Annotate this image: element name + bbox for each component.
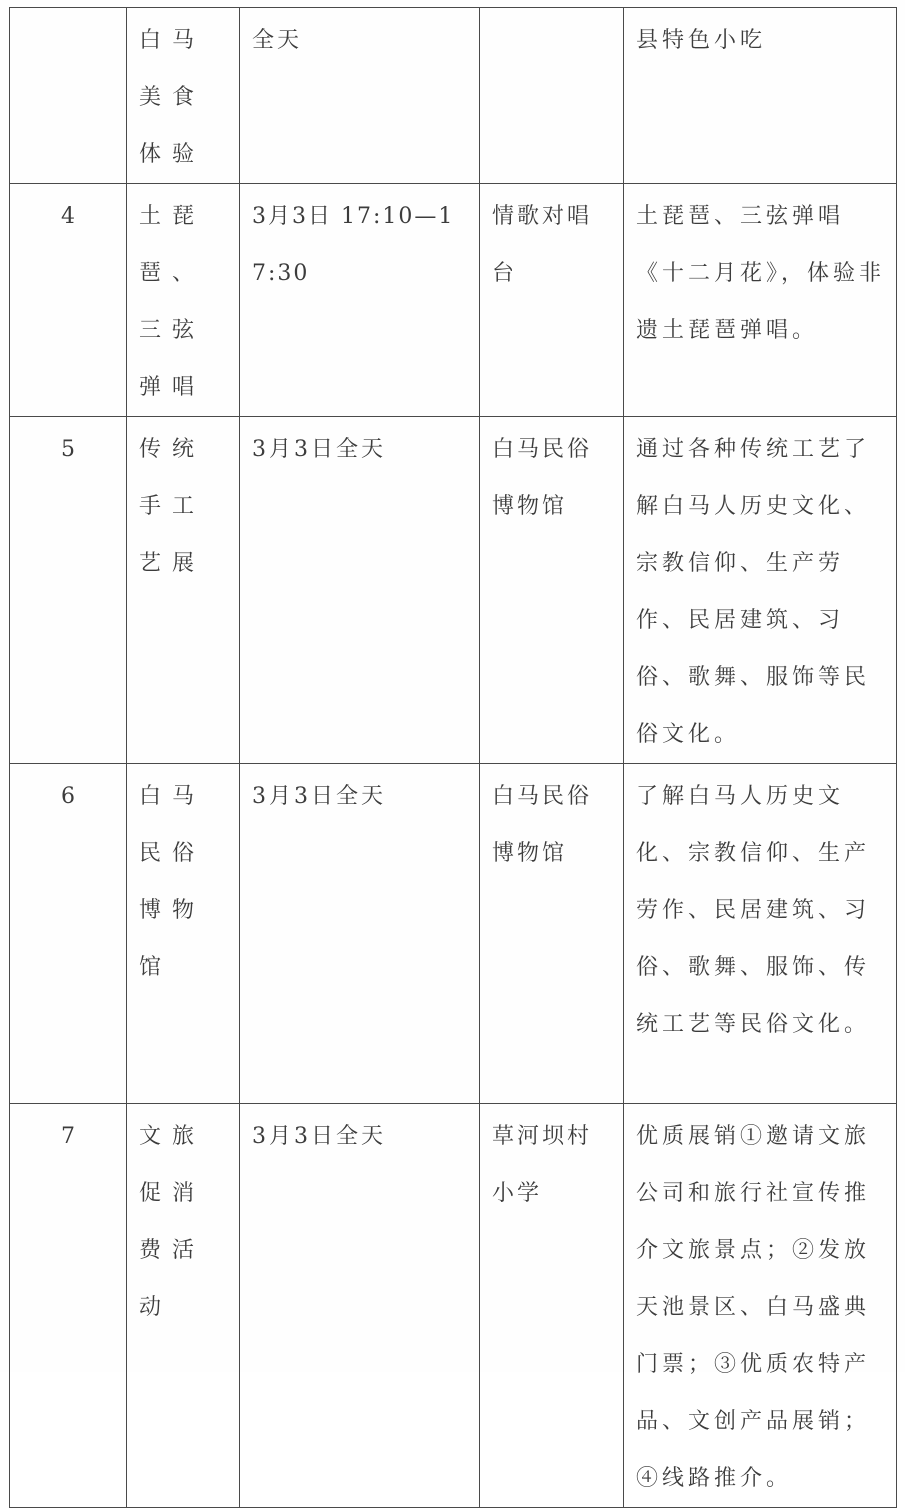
cell-time: 全天 xyxy=(240,8,480,184)
cell-description: 通过各种传统工艺了解白马人历史文化、宗教信仰、生产劳作、民居建筑、习俗、歌舞、服饰等民俗文化。 xyxy=(624,417,897,764)
cell-venue: 白马民俗博物馆 xyxy=(480,764,624,1104)
cell-venue: 草河坝村小学 xyxy=(480,1104,624,1508)
cell-activity-name: 白马民俗博物馆 xyxy=(127,764,240,1104)
cell-description: 优质展销①邀请文旅公司和旅行社宣传推介文旅景点；②发放天池景区、白马盛典门票；③优质农特产品、文创产品展销；④线路推介。 xyxy=(624,1104,897,1508)
cell-number: 4 xyxy=(10,184,127,417)
cell-activity-name: 传统手工艺展 xyxy=(127,417,240,764)
activity-schedule-table xyxy=(9,7,897,1508)
cell-number xyxy=(10,8,127,184)
cell-number: 7 xyxy=(10,1104,127,1508)
cell-time: 3月3日全天 xyxy=(240,764,480,1104)
cell-time: 3月3日 17:10—17:30 xyxy=(240,184,480,417)
cell-activity-name: 土琵琶、三弦弹唱 xyxy=(127,184,240,417)
cell-venue xyxy=(480,8,624,184)
cell-activity-name: 白马美食体验 xyxy=(127,8,240,184)
cell-number: 5 xyxy=(10,417,127,764)
table-row xyxy=(10,1104,897,1508)
cell-time: 3月3日全天 xyxy=(240,417,480,764)
cell-description: 土琵琶、三弦弹唱《十二月花》，体验非遗土琵琶弹唱。 xyxy=(624,184,897,417)
cell-time: 3月3日全天 xyxy=(240,1104,480,1508)
cell-description: 了解白马人历史文化、宗教信仰、生产劳作、民居建筑、习俗、歌舞、服饰、传统工艺等民俗文化。 xyxy=(624,764,897,1104)
table-row xyxy=(10,764,897,1104)
cell-description: 县特色小吃 xyxy=(624,8,897,184)
table-row xyxy=(10,184,897,417)
cell-activity-name: 文旅促消费活动 xyxy=(127,1104,240,1508)
table-row xyxy=(10,8,897,184)
table-row xyxy=(10,417,897,764)
cell-venue: 白马民俗博物馆 xyxy=(480,417,624,764)
cell-number: 6 xyxy=(10,764,127,1104)
cell-venue: 情歌对唱台 xyxy=(480,184,624,417)
